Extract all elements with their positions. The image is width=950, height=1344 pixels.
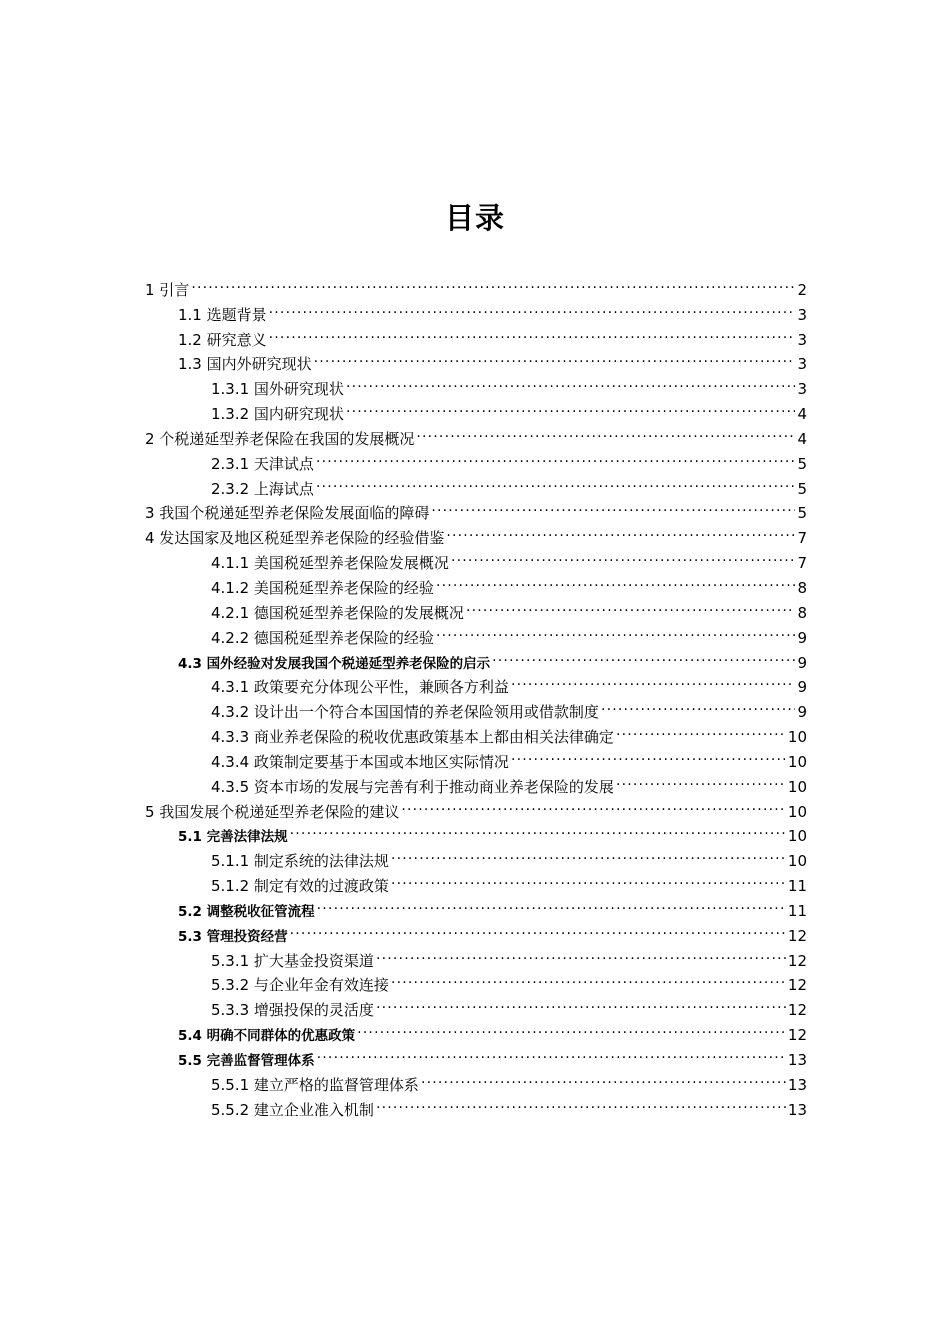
toc-entry-page-number: 10 <box>787 827 807 846</box>
page-title: 目录 <box>444 201 505 235</box>
toc-entry-title: 5.4 明确不同群体的优惠政策 <box>178 1028 356 1045</box>
toc-entry-page-number: 13 <box>787 1051 807 1069</box>
toc-leader-dots <box>511 742 786 767</box>
toc-entry-page-number: 11 <box>787 901 807 920</box>
toc-entry-title: 5.2 调整税收征管流程 <box>178 903 315 920</box>
toc-entry-title: 4.1.1 美国税延型养老保险发展概况 <box>211 554 449 573</box>
toc-entry-title: 1.3.2 国内研究现状 <box>211 405 344 424</box>
toc-leader-dots <box>466 593 796 618</box>
toc-leader-dots <box>492 643 795 668</box>
toc-leader-dots <box>290 817 786 842</box>
toc-leader-dots <box>391 866 786 891</box>
toc-entry-page-number: 2 <box>797 280 807 299</box>
toc-leader-dots <box>269 295 796 320</box>
toc-entry-page-number: 10 <box>787 777 807 796</box>
toc-entry-page-number: 12 <box>787 951 807 970</box>
toc-leader-dots <box>616 717 786 742</box>
toc-leader-dots <box>376 990 786 1015</box>
table-of-contents <box>145 270 807 1119</box>
toc-entry-page-number: 8 <box>797 603 807 622</box>
toc-entry-title: 5.3.3 增强投保的灵活度 <box>211 1001 374 1020</box>
toc-entry-page-number: 11 <box>787 877 807 896</box>
toc-leader-dots <box>290 916 786 941</box>
toc-entry-page-number: 5 <box>797 479 807 498</box>
toc-leader-dots <box>431 494 795 519</box>
toc-entry-page-number: 8 <box>797 578 807 597</box>
toc-entry-title: 4.3.2 设计出一个符合本国国情的养老保险领用或借款制度 <box>211 703 599 722</box>
toc-entry-page-number: 7 <box>797 529 807 548</box>
toc-leader-dots <box>416 419 795 444</box>
toc-entry-page-number: 12 <box>787 1026 807 1045</box>
toc-entry-page-number: 12 <box>787 926 807 945</box>
toc-entry-title: 4.3.5 资本市场的发展与完善有利于推动商业养老保险的发展 <box>211 777 614 796</box>
toc-entry-page-number: 9 <box>797 703 807 722</box>
toc-entry-title: 4 发达国家及地区税延型养老保险的经验借鉴 <box>145 529 445 548</box>
toc-entry-title: 5.1.1 制定系统的法律法规 <box>211 852 389 871</box>
toc-entry-title: 4.3.1 政策要充分体现公平性，兼顾各方利益 <box>211 678 509 697</box>
toc-leader-dots <box>451 543 796 568</box>
toc-entry-title: 5 我国发展个税递延型养老保险的建议 <box>145 802 400 821</box>
toc-entry-title: 5.3 管理投资经营 <box>178 928 288 945</box>
toc-leader-dots <box>616 767 786 792</box>
toc-entry-title: 5.1.2 制定有效的过渡政策 <box>211 877 389 896</box>
toc-leader-dots <box>391 966 786 991</box>
toc-entry-title: 1.2 研究意义 <box>178 330 267 349</box>
toc-entry-page-number: 9 <box>797 628 807 647</box>
toc-leader-dots <box>436 568 796 593</box>
toc-entry-page-number: 3 <box>797 380 807 399</box>
toc-entry-page-number: 7 <box>797 554 807 573</box>
toc-entry-title: 2 个税递延型养老保险在我国的发展概况 <box>145 429 415 448</box>
toc-leader-dots <box>191 270 795 295</box>
toc-entry-page-number: 10 <box>787 728 807 747</box>
toc-entry-title: 1 引言 <box>145 280 190 299</box>
toc-entry-title: 4.1.2 美国税延型养老保险的经验 <box>211 578 434 597</box>
toc-entry-title: 5.1 完善法律法规 <box>178 829 288 846</box>
toc-entry-title: 4.3.3 商业养老保险的税收优惠政策基本上都由相关法律确定 <box>211 728 614 747</box>
toc-leader-dots <box>401 792 786 817</box>
toc-entry-title: 5.5 完善监督管理体系 <box>178 1053 315 1069</box>
toc-leader-dots <box>601 692 796 717</box>
toc-entry-page-number: 3 <box>797 305 807 324</box>
toc-entry-page-number: 3 <box>797 330 807 349</box>
toc-leader-dots <box>436 618 796 643</box>
toc-entry-page-number: 5 <box>797 504 807 523</box>
toc-entry-page-number: 12 <box>787 976 807 995</box>
toc-entry-page-number: 10 <box>787 802 807 821</box>
toc-entry-title: 5.5.2 建立企业准入机制 <box>211 1100 374 1119</box>
toc-entry-page-number: 10 <box>787 752 807 771</box>
toc-entry-title: 4.3.4 政策制定要基于本国或本地区实际情况 <box>211 752 509 771</box>
toc-entry-title: 4.2.2 德国税延型养老保险的经验 <box>211 628 434 647</box>
toc-entry-title: 5.3.2 与企业年金有效连接 <box>211 976 389 995</box>
toc-entry-title: 4.2.1 德国税延型养老保险的发展概况 <box>211 603 464 622</box>
toc-entry-page-number: 12 <box>787 1001 807 1020</box>
toc-entry-page-number: 13 <box>787 1100 807 1119</box>
toc-entry-title: 5.5.1 建立严格的监督管理体系 <box>211 1075 419 1094</box>
toc-leader-dots <box>511 668 796 693</box>
toc-leader-dots <box>376 941 786 966</box>
toc-entry-title: 2.3.2 上海试点 <box>211 479 314 498</box>
toc-leader-dots <box>269 320 796 345</box>
toc-entry-title: 1.1 选题背景 <box>178 305 267 324</box>
toc-entry-page-number: 13 <box>787 1075 807 1094</box>
toc-entry-page-number: 5 <box>797 454 807 473</box>
toc-leader-dots <box>391 841 786 866</box>
toc-leader-dots <box>317 891 786 916</box>
toc-entry-title: 4.3 国外经验对发展我国个税递延型养老保险的启示 <box>178 655 491 672</box>
toc-leader-dots <box>346 369 796 394</box>
toc-leader-dots <box>421 1065 786 1090</box>
toc-entry-title: 3 我国个税递延型养老保险发展面临的障碍 <box>145 504 430 523</box>
toc-leader-dots <box>316 444 796 469</box>
toc-leader-dots <box>316 469 796 494</box>
toc-leader-dots <box>346 394 796 419</box>
toc-leader-dots <box>446 518 795 543</box>
toc-entry-page-number: 4 <box>797 405 807 424</box>
toc-leader-dots <box>376 1090 786 1115</box>
toc-entry-title: 5.3.1 扩大基金投资渠道 <box>211 951 374 970</box>
toc-leader-dots <box>317 1040 786 1065</box>
toc-entry-page-number: 9 <box>797 653 807 672</box>
toc-entry-title: 1.3.1 国外研究现状 <box>211 380 344 399</box>
toc-leader-dots <box>314 345 796 370</box>
toc-entry-page-number: 3 <box>797 355 807 374</box>
toc-entry-page-number: 10 <box>787 852 807 871</box>
toc-entry-title: 2.3.1 天津试点 <box>211 454 314 473</box>
toc-entry-page-number: 9 <box>797 678 807 697</box>
toc-entry-page-number: 4 <box>797 429 807 448</box>
toc-entry[interactable] <box>145 295 807 324</box>
toc-entry-title: 1.3 国内外研究现状 <box>178 355 312 374</box>
toc-entry[interactable] <box>145 270 807 299</box>
toc-leader-dots <box>357 1015 786 1040</box>
